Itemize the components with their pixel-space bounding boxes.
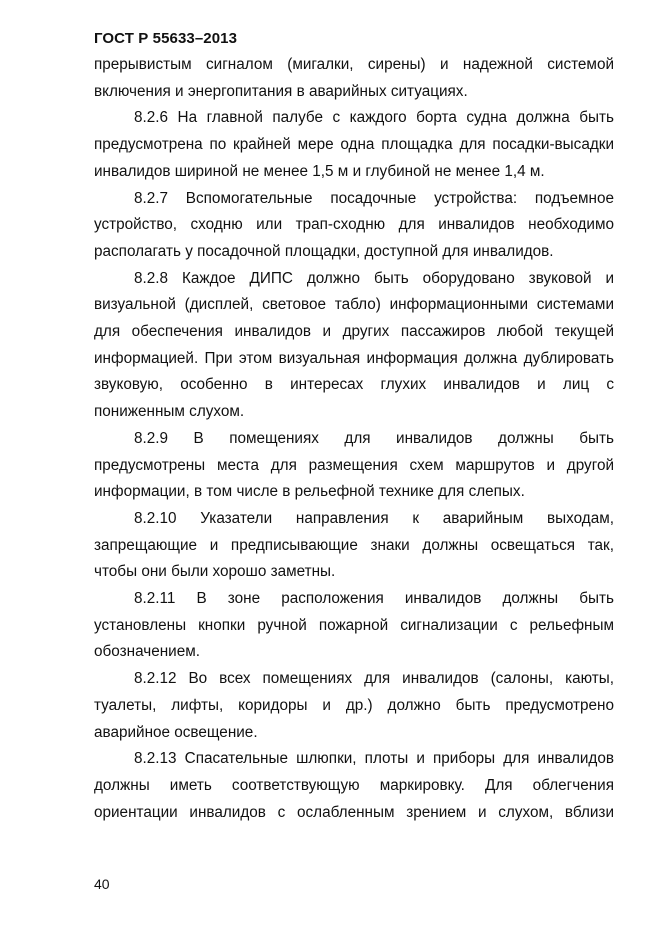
text-line: располагать у посадочной площадки, доступной для инвалидов. [94,242,554,260]
text-line: чтобы они были хорошо заметны. [94,563,336,581]
text-line: 8.2.13 Спасательные шлюпки, плоты и приборы для инвалидов [134,750,614,768]
paragraph-8-2-11 [94,586,614,666]
text-line: для обеспечения инвалидов и других пассажиров любой текущей [94,323,614,341]
paragraph-continuation [94,52,614,105]
paragraph-8-2-8 [94,266,614,426]
paragraph-8-2-9 [94,426,614,506]
text-line: 8.2.10 Указатели направления к аварийным выходам, [134,509,614,527]
text-line: предусмотрены места для размещения схем маршрутов и другой [94,456,614,474]
text-line: информации, в том числе в рельефной технике для слепых. [94,483,525,501]
paragraph-8-2-7 [94,186,614,266]
text-line: инвалидов шириной не менее 1,5 м и глубиной не менее 1,4 м. [94,162,545,180]
text-line: 8.2.12 Во всех помещениях для инвалидов (салоны, каюты, [134,670,614,688]
paragraph-8-2-12 [94,666,614,746]
paragraph-8-2-6 [94,105,614,185]
text-line: обозначением. [94,643,200,661]
text-line: запрещающие и предписывающие знаки должны освещаться так, [94,536,614,554]
paragraph-8-2-13 [94,746,614,826]
text-line: предусмотрена по крайней мере одна площадка для посадки-высадки [94,136,614,154]
text-line: прерывистым сигналом (мигалки, сирены) и надежной системой [94,56,614,73]
text-line: включения и энергопитания в аварийных ситуациях. [94,82,468,100]
document-header: ГОСТ Р 55633–2013 [94,30,238,47]
text-line: визуальной (дисплей, световое табло) информационными системами [94,296,614,314]
text-line: устройство, сходню или трап-сходню для инвалидов необходимо [94,216,614,234]
text-line: 8.2.8 Каждое ДИПС должно быть оборудовано звуковой и [134,269,614,287]
text-line: 8.2.11 В зоне расположения инвалидов должны быть [134,590,614,608]
text-line: пониженным слухом. [94,403,245,421]
text-line: звуковую, особенно в интересах глухих инвалидов и лиц с [94,376,614,394]
document-body [94,52,614,826]
text-line: 8.2.6 На главной палубе с каждого борта судна должна быть [134,109,614,127]
text-line: ориентации инвалидов с ослабленным зрением и слухом, вблизи [94,803,614,821]
text-line: установлены кнопки ручной пожарной сигнализации с рельефным [94,616,614,634]
text-line: должны иметь соответствующую маркировку. Для облегчения [94,776,614,794]
text-line: туалеты, лифты, коридоры и др.) должно быть предусмотрено [94,696,614,714]
text-line: 8.2.7 Вспомогательные посадочные устройства: подъемное [134,189,614,207]
text-line: информацией. При этом визуальная информация должна дублировать [94,349,614,367]
page-number: 40 [94,876,110,892]
paragraph-8-2-10 [94,506,614,586]
text-line: 8.2.9 В помещениях для инвалидов должны быть [134,429,614,447]
text-line: аварийное освещение. [94,723,258,741]
